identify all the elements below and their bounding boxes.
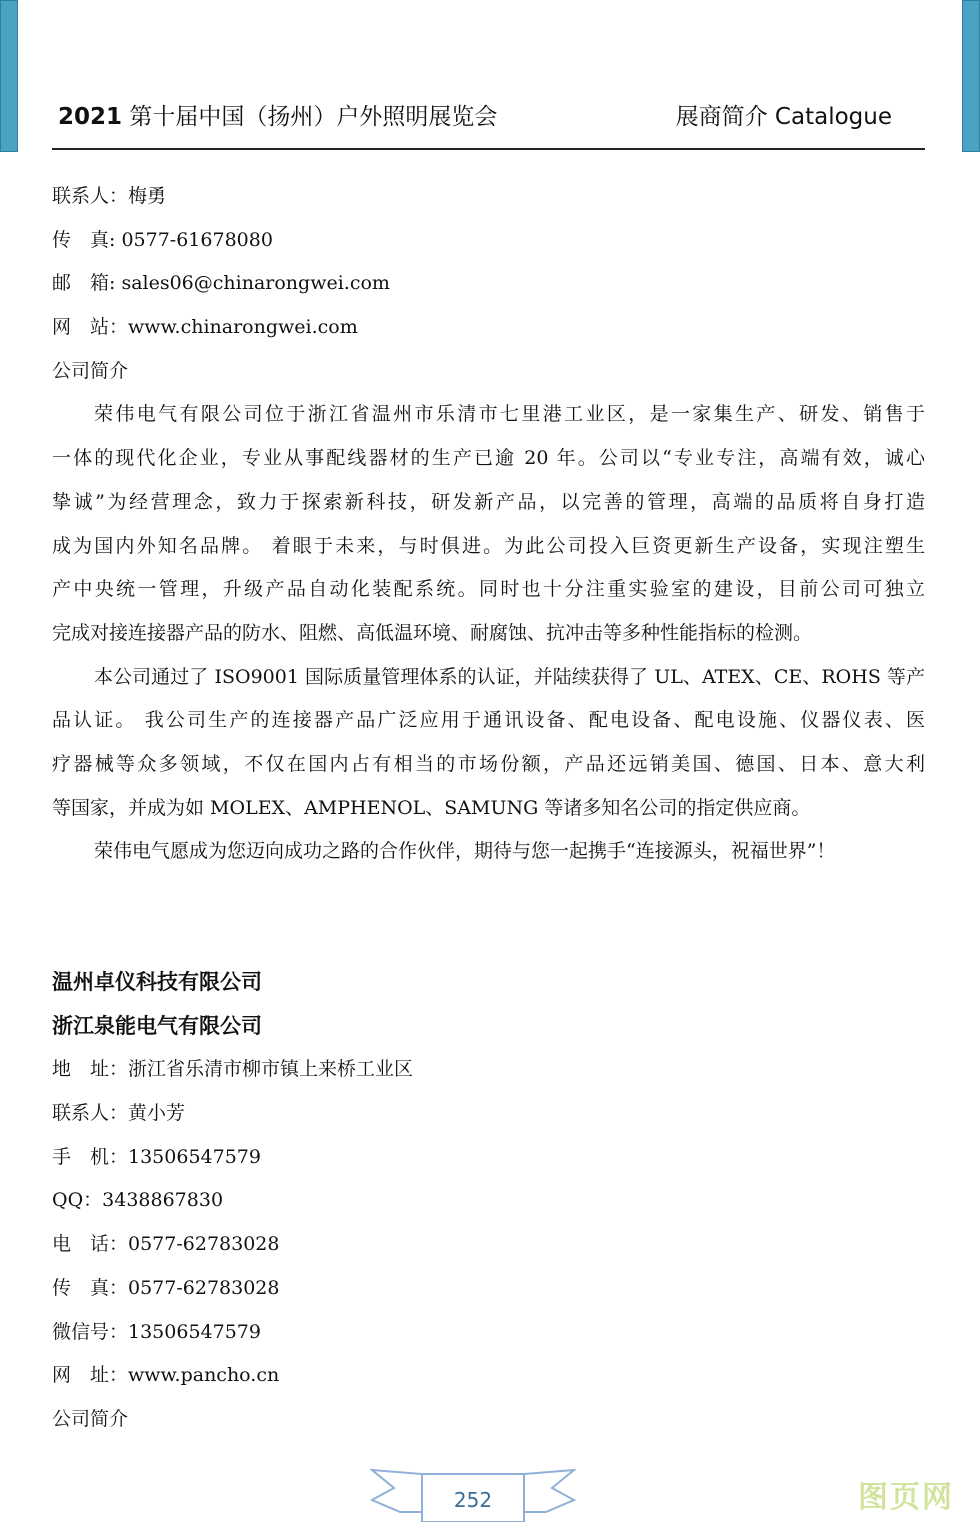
header-catalogue: 展商简介 Catalogue [675,104,892,130]
intro-paragraphs [52,393,925,874]
company-name: 浙江泉能电气有限公司 [52,1013,262,1038]
paragraph-line: 荣伟电气愿成为您迈向成功之路的合作伙伴，期待与您一起携手“连接源头，祝福世界”！ [94,840,836,863]
header-divider [52,148,925,150]
email: 邮 箱: sales06@chinarongwei.com [52,272,390,295]
page-content [52,175,925,1442]
paragraph-line: 成为国内外知名品牌。 着眼于未来，与时俱进。为此公司投入巨资更新生产设备，实现注塑生 [52,534,925,557]
paragraph-line: 本公司通过了 ISO9001 国际质量管理体系的认证，并陆续获得了 UL、ATEX、CE、ROHS 等产 [94,665,925,688]
fax: 传 真：0577-62783028 [52,1276,280,1299]
right-edge-tab [962,0,980,152]
page-number: 252 [453,1488,493,1512]
contact: 联系人：梅勇 [52,185,167,207]
phone: 电 话：0577-62783028 [52,1233,280,1256]
paragraph-line: 等国家，并成为如 MOLEX、AMPHENOL、SAMUNG 等诸多知名公司的指定供应商。 [52,796,811,819]
header-year: 2021 [58,104,123,130]
paragraph-line: 挚诚”为经营理念，致力于探索新科技，研发新产品，以完善的管理，高端的品质将自身打造 [52,490,925,513]
intro-label: 公司简介 [52,1407,129,1430]
paragraph-line: 一体的现代化企业，专业从事配线器材的生产已逾 20 年。公司以“专业专注，高端有效，诚心 [52,447,925,470]
paragraph-line: 产中央统一管理，升级产品自动化装配系统。同时也十分注重实验室的建设，目前公司可独立 [52,578,925,601]
fax: 传 真: 0577-61678080 [52,228,273,251]
contact: 联系人：黄小芳 [52,1102,186,1125]
page-number-ribbon [370,1466,576,1522]
website: 网 站：www.chinarongwei.com [52,316,358,339]
header-title [58,98,497,131]
company-name: 温州卓仪科技有限公司 [52,970,262,994]
paragraph-line: 疗器械等众多领域，不仅在国内占有相当的市场份额，产品还远销美国、德国、日本、意大利 [52,752,925,775]
paragraph-line: 荣伟电气有限公司位于浙江省温州市乐清市七里港工业区，是一家集生产、研发、销售于 [94,403,925,426]
watermark-logo: 图页网 [858,1480,954,1515]
header-title-text: 第十届中国（扬州）户外照明展览会 [122,104,498,130]
website: 网 址：www.pancho.cn [52,1364,280,1387]
address: 地 址：浙江省乐清市柳市镇上来桥工业区 [52,1058,414,1081]
paragraph-line: 完成对接连接器产品的防水、阻燃、高低温环境、耐腐蚀、抗冲击等多种性能指标的检测。 [52,621,813,644]
left-edge-tab [0,0,18,152]
qq: QQ：3438867830 [52,1189,224,1212]
intro-label: 公司简介 [52,359,129,382]
mobile: 手 机：13506547579 [52,1145,261,1168]
paragraph-line: 品认证。 我公司生产的连接器产品广泛应用于通讯设备、配电设备、配电设施、仪器仪表、医 [52,709,925,732]
wechat: 微信号：13506547579 [52,1320,261,1343]
